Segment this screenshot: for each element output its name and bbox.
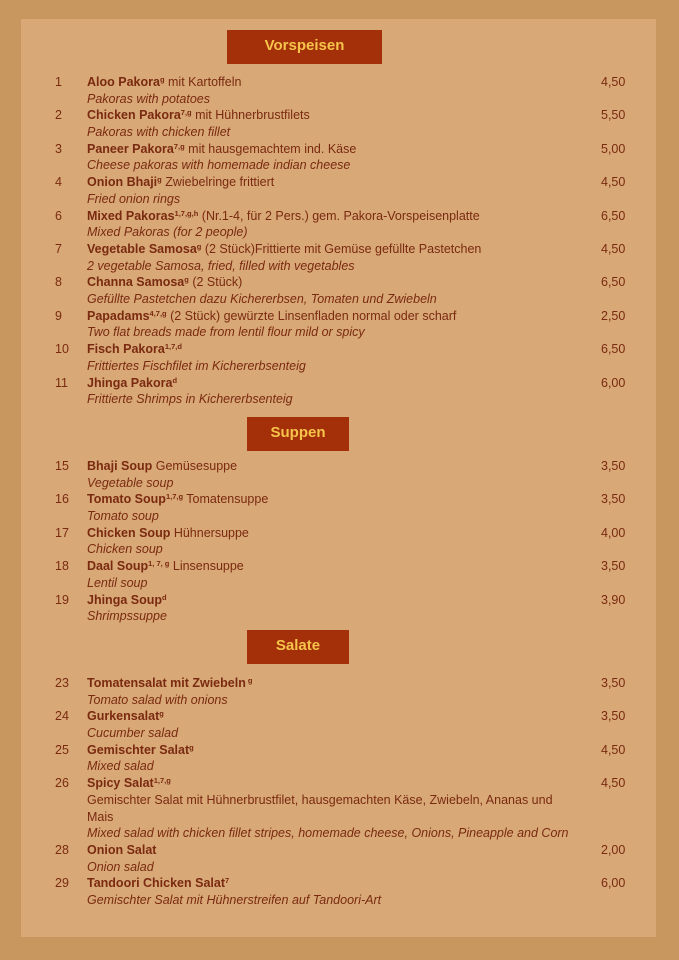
item-name: Spicy Salat$^{1,7,g}$ (87, 776, 171, 791)
item-price: 6,50 (601, 342, 626, 357)
item-price: 4,50 (601, 175, 626, 190)
item-price: 3,90 (601, 592, 626, 607)
item-name: Chicken Pakora$^{7,g}$ (87, 108, 192, 123)
item-price: 6,50 (601, 208, 626, 223)
item-description-en: Lentil soup (87, 575, 148, 590)
item-number: 10 (55, 342, 69, 357)
item-description-en: Frittiertes Fischfilet im Kichererbsenteig (87, 358, 306, 373)
item-number: 29 (55, 876, 69, 891)
item-number: 23 (55, 676, 69, 690)
item-price: 3,50 (601, 492, 626, 507)
item-description-de: mit hausgemachtem ind. Käse (184, 141, 357, 156)
item-price: 5,00 (601, 141, 626, 156)
item-description-de: Gemüsesuppe (152, 459, 238, 473)
item-name: Fisch Pakora$^{1,7,d}$ (87, 342, 182, 357)
item-description-de: mit Kartoffeln (164, 75, 242, 89)
item-description-en: Frittierte Shrimps in Kichererbsenteig (87, 392, 293, 407)
menu-page (21, 19, 656, 937)
item-name: Jhinga Soup$^d$ (87, 592, 167, 607)
item-name: Channa Samosa$^g$ (87, 275, 189, 290)
item-name: Tomato Soup$^{1,7,g}$ (87, 492, 184, 507)
item-description-en: Pakoras with potatoes (87, 91, 210, 106)
item-price: 6,50 (601, 275, 626, 290)
section-title-salate: Salate (247, 630, 349, 664)
item-description-en: Onion salad (87, 859, 154, 874)
item-description-en: Fried onion rings (87, 191, 181, 206)
item-name: Paneer Pakora$^{7,g}$ (87, 141, 185, 156)
item-number: 25 (55, 742, 69, 757)
item-name: Bhaji Soup (87, 459, 153, 473)
item-number: 2 (55, 108, 62, 123)
item-description-de: Tomatensuppe (183, 492, 269, 507)
item-number: 6 (55, 208, 62, 223)
item-number: 24 (55, 709, 69, 724)
item-name: Aloo Pakora$^g$ (87, 75, 165, 89)
item-description-de: (Nr.1-4, für 2 Pers.) gem. Pakora-Vorspeisenplatte (198, 208, 480, 223)
item-description-de: (2 Stück) gewürzte Linsenfladen normal oder scharf (166, 308, 457, 323)
item-name: Mixed Pakoras$^{1,7,g,h}$ (87, 208, 199, 223)
item-number: 7 (55, 242, 62, 256)
section-title-suppen: Suppen (247, 417, 349, 451)
item-price: 2,00 (601, 843, 626, 857)
item-description-en: Mixed Pakoras (for 2 people) (87, 225, 248, 240)
item-description-en: Cheese pakoras with homemade indian cheese (87, 158, 351, 173)
item-description-de: Hühnersuppe (170, 525, 249, 540)
item-name: Gurkensalat$^g$ (87, 709, 164, 724)
item-price: 3,50 (601, 559, 626, 574)
item-name: Vegetable Samosa$^g$ (87, 242, 202, 256)
item-number: 17 (55, 525, 69, 540)
item-name: Tomatensalat mit Zwiebeln $^g$ (87, 676, 253, 690)
item-description-en: Mixed salad with chicken fillet stripes, homemade cheese, Onions, Pineapple and Corn (87, 826, 569, 841)
item-description-en: Gefüllte Pastetchen dazu Kichererbsen, Tomaten und Zwiebeln (87, 292, 437, 307)
item-price: 4,50 (601, 75, 626, 89)
item-number: 4 (55, 175, 62, 190)
item-description-de-extra: Gemischter Salat mit Hühnerbrustfilet, hausgemachten Käse, Zwiebeln, Ananas und Mais (87, 792, 553, 824)
item-price: 3,50 (601, 676, 626, 690)
item-name: Jhinga Pakora$^d$ (87, 375, 178, 390)
item-name: Tandoori Chicken Salat$^7$ (87, 876, 230, 891)
item-number: 8 (55, 275, 62, 290)
item-description-de: (2 Stück) (188, 275, 243, 290)
item-number: 19 (55, 592, 69, 607)
item-description-en: Vegetable soup (87, 475, 174, 490)
item-number: 1 (55, 75, 62, 89)
item-description-en: Cucumber salad (87, 726, 179, 741)
item-description-en: Tomato soup (87, 509, 159, 524)
item-name: Daal Soup$^{1, 7, g}$ (87, 559, 170, 574)
item-price: 4,00 (601, 525, 626, 540)
item-description-en: Gemischter Salat mit Hühnerstreifen auf Tandoori-Art (87, 893, 382, 908)
item-name: Onion Bhaji$^g$ (87, 175, 162, 190)
item-price: 3,50 (601, 709, 626, 724)
item-name: Gemischter Salat$^g$ (87, 742, 194, 757)
item-description-en: Tomato salad with onions (87, 692, 228, 707)
item-number: 15 (55, 459, 69, 473)
item-name: Chicken Soup (87, 525, 171, 540)
item-price: 6,00 (601, 876, 626, 891)
item-price: 5,50 (601, 108, 626, 123)
item-description-en: Pakoras with chicken fillet (87, 125, 231, 140)
item-price: 4,50 (601, 742, 626, 757)
item-description-en: Two flat breads made from lentil flour mild or spicy (87, 325, 365, 340)
item-description-en: Chicken soup (87, 542, 163, 557)
item-description-en: Shrimpssuppe (87, 609, 167, 624)
item-number: 3 (55, 141, 62, 156)
item-description-de: Linsensuppe (169, 559, 244, 574)
item-number: 11 (55, 375, 68, 390)
item-price: 2,50 (601, 308, 626, 323)
item-number: 16 (55, 492, 69, 507)
item-price: 3,50 (601, 459, 626, 473)
item-number: 28 (55, 843, 69, 857)
item-description-de: (2 Stück)Frittierte mit Gemüse gefüllte Pastetchen (201, 242, 482, 256)
item-price: 4,50 (601, 776, 626, 791)
item-description-en: 2 vegetable Samosa, fried, filled with vegetables (87, 258, 355, 273)
item-description-en: Mixed salad (87, 759, 154, 774)
item-number: 18 (55, 559, 69, 574)
item-description-de: mit Hühnerbrustfilets (191, 108, 310, 123)
item-name: Onion Salat (87, 843, 157, 857)
item-price: 6,00 (601, 375, 626, 390)
item-description-de: Zwiebelringe frittiert (161, 175, 275, 190)
item-price: 4,50 (601, 242, 626, 256)
item-number: 9 (55, 308, 62, 323)
item-number: 26 (55, 776, 69, 791)
section-title-vorspeisen: Vorspeisen (227, 30, 382, 64)
item-name: Papadams$^{4,7,g}$ (87, 308, 167, 323)
